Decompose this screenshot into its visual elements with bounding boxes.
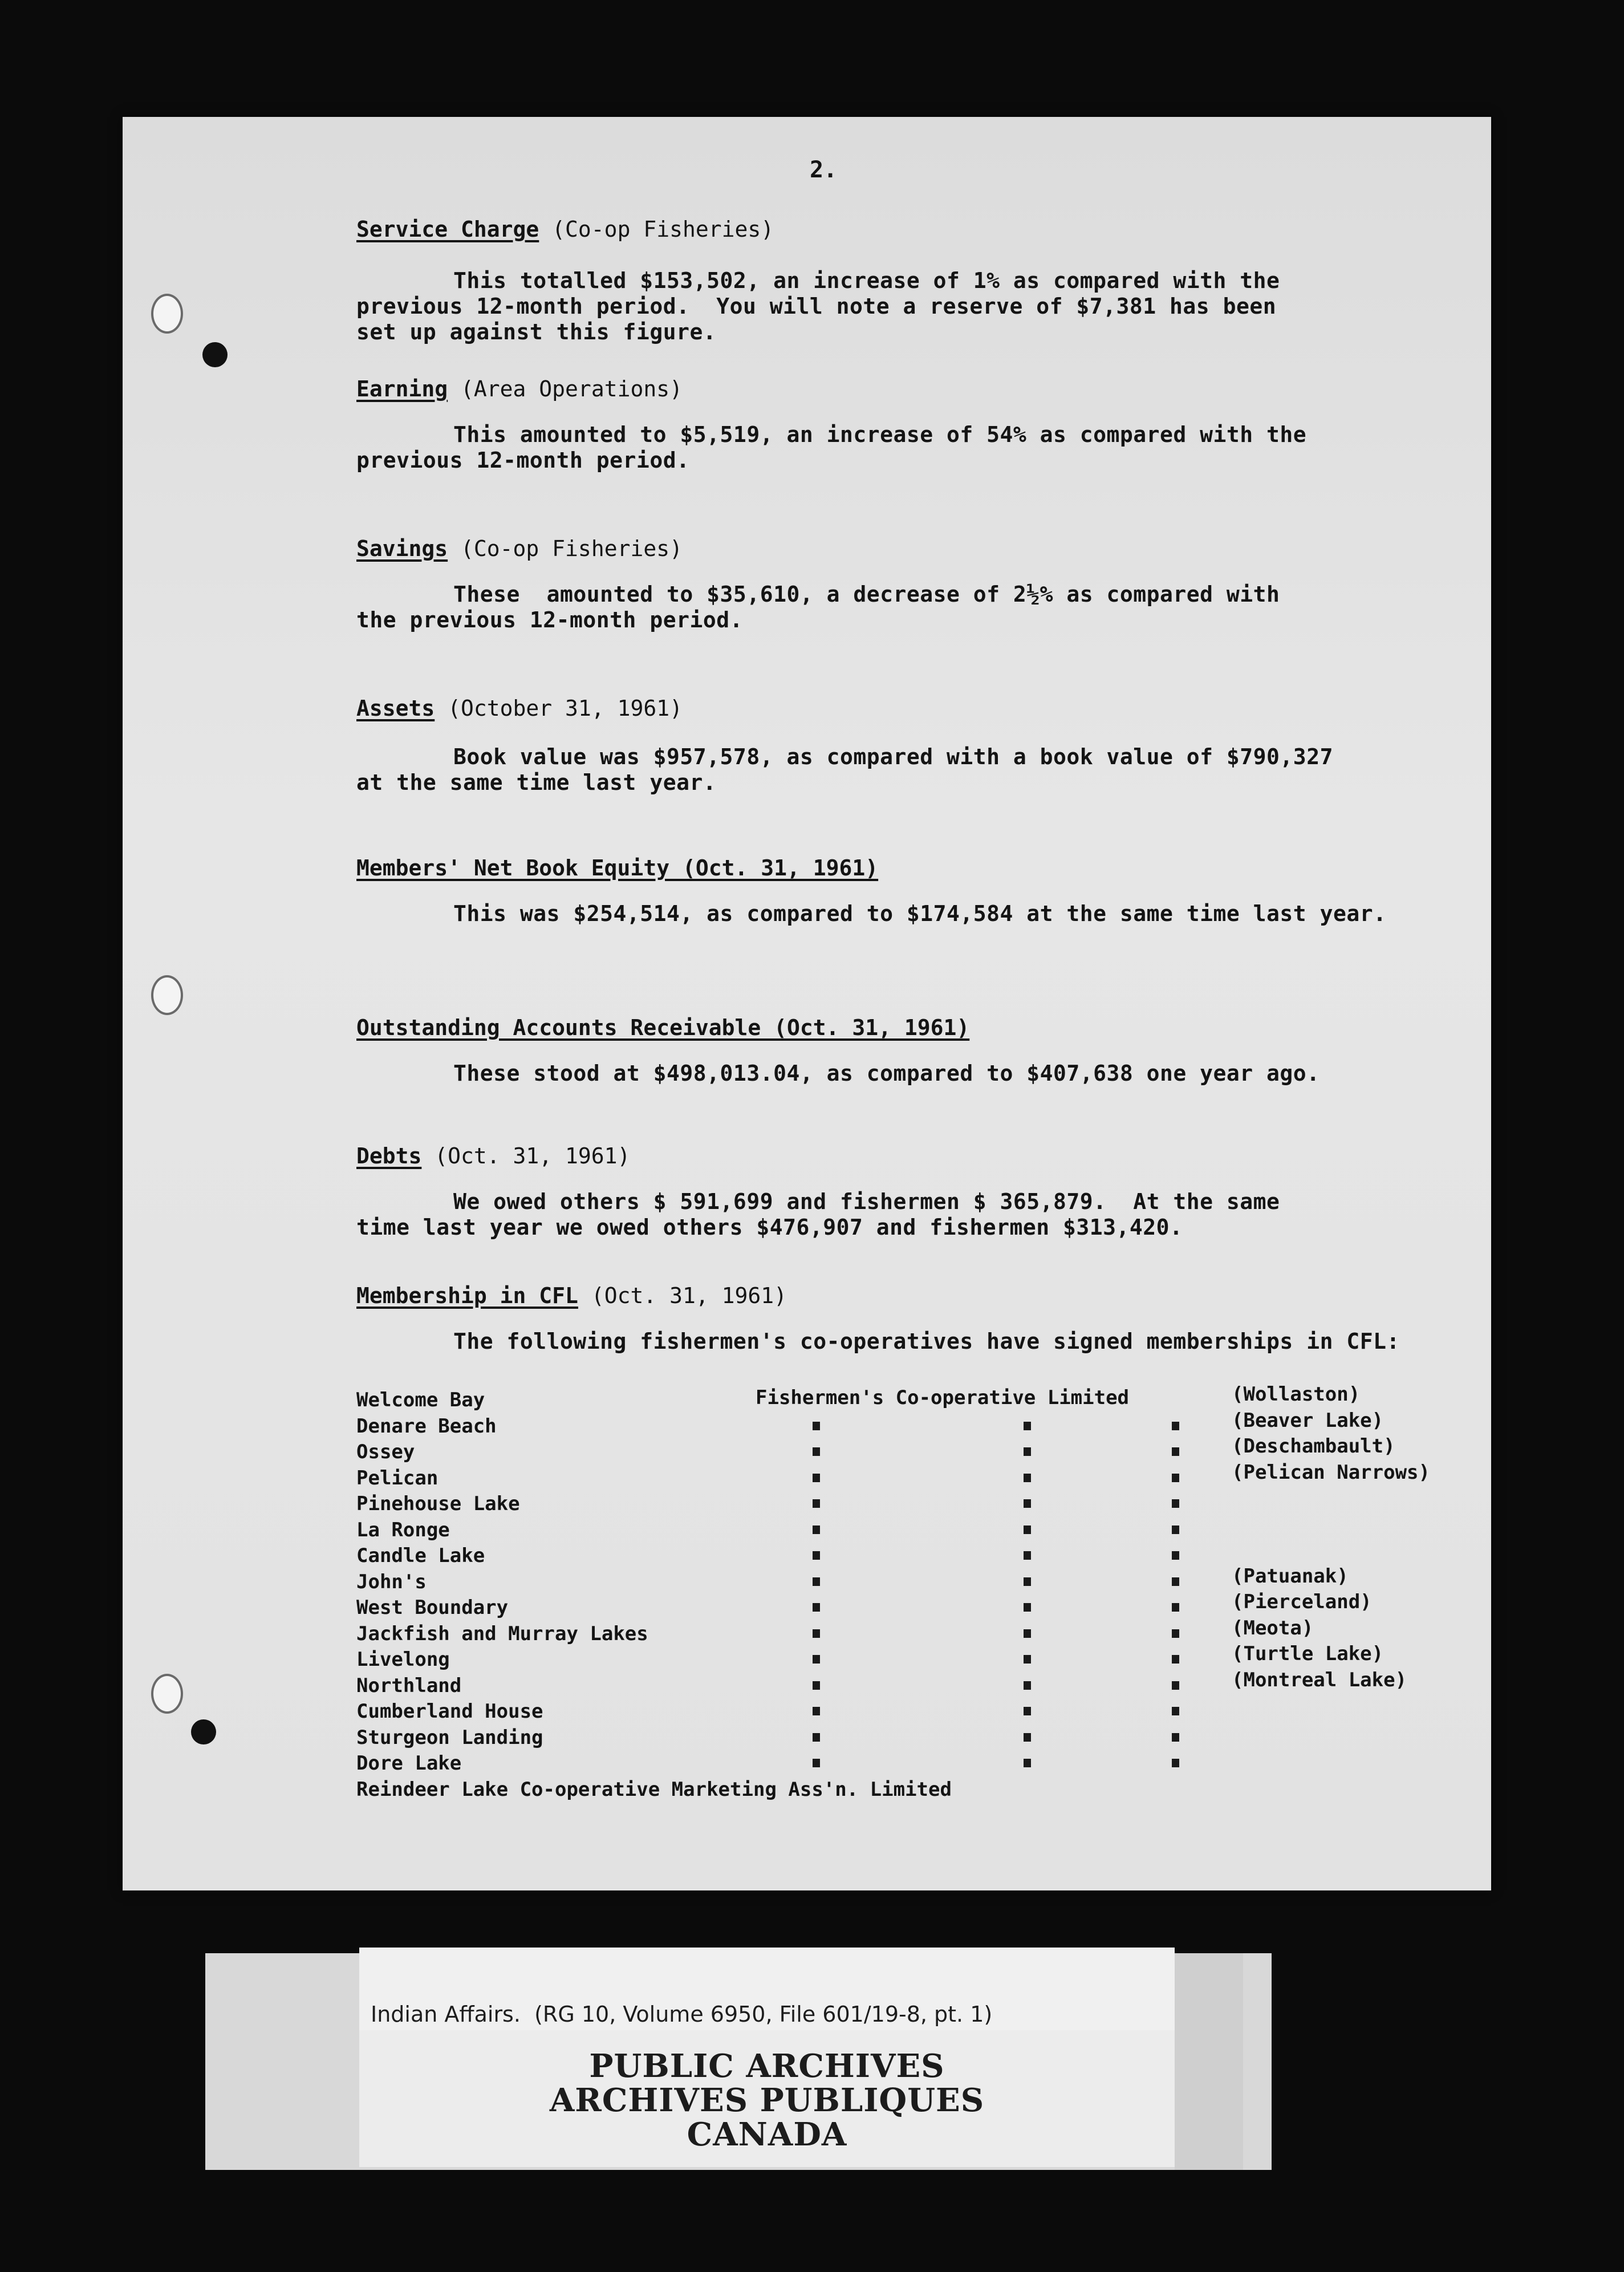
member-name: Pinehouse Lake (356, 1492, 520, 1515)
section-heading-title: Membership in CFL (356, 1283, 578, 1308)
member-name: La Ronge (356, 1518, 450, 1541)
section-heading-title: Assets (356, 696, 435, 721)
paragraph-line: These stood at $498,013.04, as compared to $407,638 one year ago. (453, 1061, 1320, 1086)
member-location: (Beaver Lake) (1232, 1409, 1384, 1432)
section-heading-title: Service Charge (356, 217, 539, 242)
section-heading-qualifier: (Oct. 31, 1961) (421, 1143, 631, 1169)
ditto-mark (1172, 1422, 1179, 1430)
ditto-mark (813, 1603, 820, 1612)
ditto-mark (1024, 1629, 1031, 1638)
coop-suffix: Fishermen's Co-operative Limited (756, 1386, 1130, 1409)
ditto-mark (1024, 1447, 1031, 1456)
ditto-mark (1172, 1681, 1179, 1690)
section-heading-qualifier: (Co-op Fisheries) (448, 536, 683, 561)
ditto-mark (1024, 1551, 1031, 1560)
ditto-mark (1172, 1707, 1179, 1715)
ink-blot (202, 342, 228, 367)
paragraph-line: at the same time last year. (356, 770, 717, 795)
ditto-mark (1024, 1499, 1031, 1508)
ditto-mark (813, 1577, 820, 1586)
member-name: Livelong (356, 1648, 450, 1671)
ditto-mark (813, 1707, 820, 1715)
ditto-mark (813, 1759, 820, 1767)
section-heading (356, 855, 878, 881)
ditto-mark (1024, 1577, 1031, 1586)
punch-hole (151, 1674, 183, 1714)
ditto-mark (813, 1629, 820, 1638)
section-heading-title: Debts (356, 1143, 422, 1169)
member-location: (Wollaston) (1232, 1383, 1361, 1406)
member-location: (Pelican Narrows) (1232, 1460, 1430, 1484)
ditto-mark (1024, 1681, 1031, 1690)
section-heading (356, 536, 683, 561)
ditto-mark (1172, 1629, 1179, 1638)
member-name-reindeer: Reindeer Lake Co-operative Marketing Ass'n. Limited (356, 1778, 952, 1801)
section-heading-title: Earning (356, 376, 448, 401)
member-location: (Montreal Lake) (1232, 1668, 1407, 1691)
paragraph-line: These amounted to $35,610, a decrease of 2½% as compared with (453, 582, 1280, 607)
ditto-mark (1024, 1474, 1031, 1482)
ditto-mark (1172, 1474, 1179, 1482)
ditto-mark (1024, 1603, 1031, 1612)
archive-label-tab (1175, 1953, 1243, 2170)
paragraph-line: previous 12-month period. (356, 448, 690, 473)
ditto-mark (813, 1526, 820, 1534)
ditto-mark (813, 1733, 820, 1742)
paragraph-line: previous 12-month period. You will note a reserve of $7,381 has been (356, 294, 1277, 319)
ditto-mark (1172, 1655, 1179, 1664)
section-heading-title: Savings (356, 536, 448, 561)
paragraph-line: We owed others $ 591,699 and fishermen $ 365,879. At the same (453, 1189, 1280, 1214)
ditto-mark (1024, 1422, 1031, 1430)
paragraph-line: Book value was $957,578, as compared with a book value of $790,327 (453, 744, 1333, 769)
ink-blot (191, 1719, 216, 1744)
ditto-mark (1172, 1447, 1179, 1456)
ditto-mark (1172, 1603, 1179, 1612)
member-name: Cumberland House (356, 1700, 543, 1723)
member-name: Jackfish and Murray Lakes (356, 1622, 648, 1645)
ditto-mark (1172, 1759, 1179, 1767)
member-name: Candle Lake (356, 1544, 485, 1567)
punch-hole (151, 294, 183, 334)
ditto-mark (813, 1422, 820, 1430)
member-location: (Meota) (1232, 1616, 1314, 1640)
member-name: Pelican (356, 1466, 439, 1490)
ditto-mark (1024, 1526, 1031, 1534)
section-heading-qualifier: (Area Operations) (448, 376, 683, 401)
paragraph-line: This amounted to $5,519, an increase of 54% as compared with the (453, 422, 1307, 447)
member-location: (Turtle Lake) (1232, 1642, 1384, 1665)
member-name: Dore Lake (356, 1752, 462, 1775)
ditto-mark (813, 1447, 820, 1456)
ditto-mark (1172, 1733, 1179, 1742)
archive-reference: Indian Affairs. (RG 10, Volume 6950, File 601/19-8, pt. 1) (371, 2002, 993, 2027)
ditto-mark (813, 1681, 820, 1690)
member-name: West Boundary (356, 1596, 509, 1619)
ditto-mark (1172, 1551, 1179, 1560)
ditto-mark (1024, 1733, 1031, 1742)
paragraph-line: This was $254,514, as compared to $174,584 at the same time last year. (453, 901, 1387, 926)
section-heading (356, 1015, 969, 1040)
ditto-mark (1172, 1577, 1179, 1586)
section-heading (356, 1143, 630, 1169)
section-heading-qualifier: (Oct. 31, 1961) (578, 1283, 787, 1308)
member-location: (Deschambault) (1232, 1435, 1395, 1458)
paragraph-line: set up against this figure. (356, 319, 717, 344)
section-heading-qualifier: (Co-op Fisheries) (539, 217, 774, 242)
member-location: (Pierceland) (1232, 1591, 1372, 1613)
section-heading (356, 696, 683, 721)
member-name: Denare Beach (356, 1414, 497, 1438)
archive-name-en: PUBLIC ARCHIVES (589, 2047, 945, 2085)
archive-country: CANADA (687, 2116, 847, 2153)
ditto-mark (1172, 1499, 1179, 1508)
member-name: Ossey (356, 1441, 415, 1463)
ditto-mark (813, 1474, 820, 1482)
section-heading-title: Members' Net Book Equity (Oct. 31, 1961) (356, 855, 879, 881)
section-heading (356, 1283, 787, 1308)
ditto-mark (1024, 1707, 1031, 1715)
ditto-mark (1172, 1526, 1179, 1534)
section-heading (356, 217, 774, 242)
member-name: John's (356, 1570, 427, 1593)
member-location: (Patuanak) (1232, 1564, 1349, 1588)
paragraph-line: The following fishermen's co-operatives have signed memberships in CFL: (453, 1329, 1400, 1354)
page-number: 2. (810, 157, 838, 183)
paragraph-line: time last year we owed others $476,907 and fishermen $313,420. (356, 1215, 1183, 1240)
member-name: Welcome Bay (356, 1389, 485, 1411)
section-heading (356, 376, 683, 401)
document-page (123, 117, 1491, 1890)
ditto-mark (813, 1551, 820, 1560)
punch-hole (151, 975, 183, 1015)
ditto-mark (1024, 1759, 1031, 1767)
section-heading-title: Outstanding Accounts Receivable (Oct. 31, 1961) (356, 1015, 970, 1040)
ditto-mark (1024, 1655, 1031, 1664)
ditto-mark (813, 1655, 820, 1664)
archive-name-fr: ARCHIVES PUBLIQUES (549, 2082, 985, 2119)
member-name: Northland (356, 1674, 462, 1697)
member-name: Sturgeon Landing (356, 1726, 543, 1749)
section-heading-qualifier: (October 31, 1961) (435, 696, 683, 721)
paragraph-line: the previous 12-month period. (356, 607, 743, 632)
paragraph-line: This totalled $153,502, an increase of 1% as compared with the (453, 268, 1280, 293)
ditto-mark (813, 1499, 820, 1508)
